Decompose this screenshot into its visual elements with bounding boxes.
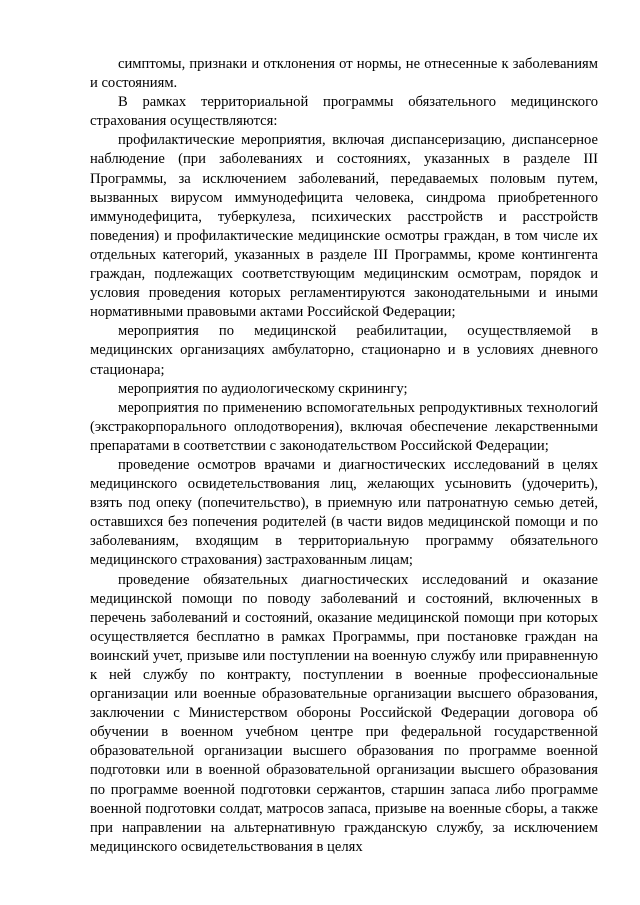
document-page bbox=[90, 55, 598, 857]
paragraph-adoption-examinations: проведение осмотров врачами и диагностических исследований в целях медицинского освидетельствования лиц, желающих усыновить (удочерить), взять под опеку (попечительство), в приемную или патронатную семью детей, оставшихся без попечения родителей (в части видов медицинской помощи и по заболеваниям, входящим в территориальную программу обязательного медицинского страхования) застрахованным лицам; bbox=[90, 456, 598, 569]
paragraph-audiology-screening: мероприятия по аудиологическому скринингу; bbox=[118, 380, 408, 397]
paragraph-symptoms-continuation: симптомы, признаки и отклонения от нормы, не отнесенные к заболеваниям и состояниям. bbox=[90, 56, 598, 92]
paragraph-ivf: мероприятия по применению вспомогательных репродуктивных технологий (экстракорпорального оплодотворения), включая обеспечение лекарственными препаратами в соответствии с законодательством Российской Федерации; bbox=[90, 399, 598, 454]
paragraph-military-examinations: проведение обязательных диагностических исследований и оказание медицинской помощи по поводу заболеваний и состояний, включенных в перечень заболеваний и состояний, оказание медицинской помощи при которых осуществляется бесплатно в рамках Программы, при постановке граждан на воинский учет, призыве или поступлении на военную службу или приравненную к ней службу по контракту, поступлении в военные профессиональные организации или военные образовательные организации высшего образования, заключении с Министерством обороны Российской Федерации договора об обучении в военном учебном центре при федеральной государственной образовательной организации высшего образования по программе военной подготовки или в военной образовательной организации высшего образования по программе военной подготовки сержантов, старшин запаса либо программе военной подготовки солдат, матросов запаса, призыве на военные сборы, а также при направлении на альтернативную гражданскую службу, за исключением медицинского освидетельствования в целях bbox=[90, 571, 598, 855]
paragraph-preventive-measures: профилактические мероприятия, включая диспансеризацию, диспансерное наблюдение (при заболеваниях и состояниях, указанных в разделе III Программы, за исключением заболеваний, передаваемых половым путем, вызванных вирусом иммунодефицита человека, синдрома приобретенного иммунодефицита, туберкулеза, психических расстройств и расстройств поведения) и профилактические медицинские осмотры граждан, в том числе их отдельных категорий, указанных в разделе III Программы, кроме контингента граждан, подлежащих соответствующим медицинским осмотрам, порядок и условия проведения которых регламентируются законодательными и иными нормативными правовыми актами Российской Федерации; bbox=[90, 132, 598, 321]
paragraph-oms-intro: В рамках территориальной программы обязательного медицинского страхования осуществляются: bbox=[90, 94, 598, 130]
paragraph-rehabilitation: мероприятия по медицинской реабилитации, осуществляемой в медицинских организациях амбулаторно, стационарно и в условиях дневного стационара; bbox=[90, 323, 598, 378]
